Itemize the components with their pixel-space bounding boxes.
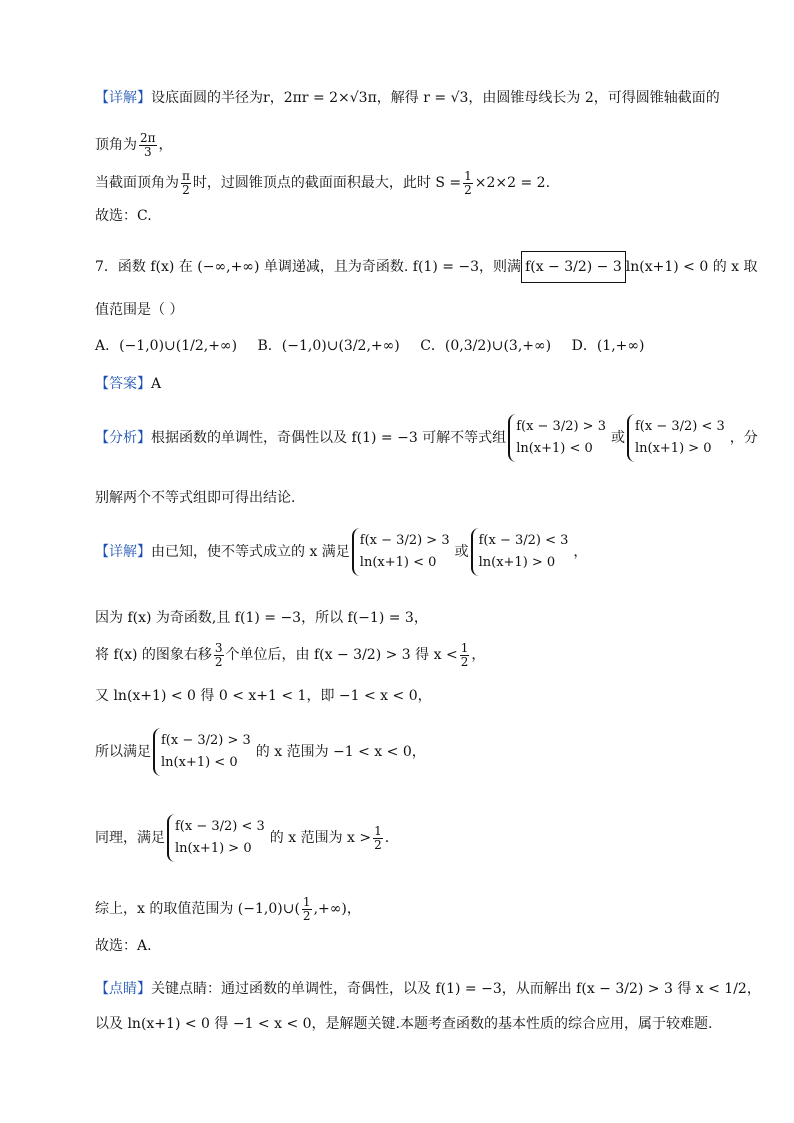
bracket-expression: f(x − 3/2) − 3 <box>521 251 626 283</box>
detail1-line3: 当截面顶角为 $\frac{\pi}{2}$ 时，过圆锥顶点的截面面积最大，此时 S = $\frac{1}{2}$ ×2×2 = 2. <box>95 168 551 197</box>
detail2-line8: 故选：A. <box>95 938 152 954</box>
inequality-system: f(x − 3/2) < 3 ln(x+1) > 0 <box>627 414 728 462</box>
fraction: $\frac{3}{2}$ <box>214 640 223 669</box>
option-b: B．(−1,0)∪(3/2,+∞) <box>257 338 400 354</box>
fraction: $\frac{\pi}{2}$ <box>182 168 190 197</box>
detail2-line5: 所以满足 f(x − 3/2) > 3 ln(x+1) < 0 的 x 范围为 −1 < x < 0， <box>95 722 426 782</box>
option-a: A．(−1,0)∪(1/2,+∞) <box>95 338 238 354</box>
keypoint-tag: 【点睛】 <box>95 981 151 997</box>
question7-stem-cont: 值范围是（ ） <box>95 302 184 318</box>
detail2-line3: 将 f(x) 的图象右移 $\frac{3}{2}$ 个单位后，由 f(x − 3/2) > 3 得 x < $\frac{1}{2}$ ， <box>95 640 486 669</box>
fraction: $\frac{1}{2}$ <box>302 894 311 923</box>
detail2-line1: 【详解】由已知，使不等式成立的 x 满足 f(x − 3/2) > 3 ln(x+1) < 0 或 f(x − 3/2) < 3 ln(x+1) > 0 ， <box>95 522 587 582</box>
option-d: D．(1,+∞) <box>571 338 645 354</box>
analysis-line1: 【分析】根据函数的单调性，奇偶性以及 f(1) = −3 可解不等式组 f(x − 3/2) > 3 ln(x+1) < 0 或 f(x − 3/2) < 3 ln(x+1) > 0 ，分 <box>95 408 758 468</box>
analysis-tag: 【分析】 <box>95 430 151 446</box>
keypoint-line2: 以及 ln(x+1) < 0 得 −1 < x < 0，是解题关键.本题考查函数的基本性质的综合应用，属于较难题. <box>95 1016 713 1032</box>
answer-tag: 【答案】 <box>95 376 151 392</box>
inequality-system: f(x − 3/2) < 3 ln(x+1) > 0 <box>471 528 572 576</box>
detail2-line6: 同理，满足 f(x − 3/2) < 3 ln(x+1) > 0 的 x 范围为 x > $\frac{1}{2}$ . <box>95 808 389 868</box>
detail2-line4: 又 ln(x+1) < 0 得 0 < x+1 < 1，即 −1 < x < 0， <box>95 688 432 704</box>
answer-line <box>95 374 161 394</box>
answer-value: A <box>151 376 162 392</box>
fraction: $\frac{1}{2}$ <box>374 823 382 852</box>
detail2-line2: 因为 f(x) 为奇函数,且 f(1) = −3，所以 f(−1) = 3， <box>95 610 428 626</box>
inequality-system: f(x − 3/2) > 3 ln(x+1) < 0 <box>508 414 609 462</box>
fraction: $\frac{1}{2}$ <box>464 168 472 197</box>
detail1-line2: 顶角为 $\frac{2\pi}{3}$ ， <box>95 130 173 159</box>
question7-options <box>95 336 661 356</box>
inequality-system: f(x − 3/2) > 3 ln(x+1) < 0 <box>153 728 254 776</box>
fraction: $\frac{1}{2}$ <box>460 640 469 669</box>
detail-tag: 【详解】 <box>95 90 151 106</box>
inequality-system: f(x − 3/2) < 3 ln(x+1) > 0 <box>167 814 268 862</box>
detail2-line7: 综上，x 的取值范围为 (−1,0)∪( $\frac{1}{2}$ ,+∞)， <box>95 894 361 923</box>
fraction: $\frac{2\pi}{3}$ <box>140 130 156 159</box>
detail1-line1 <box>95 88 720 108</box>
detail1-answer: 故选：C. <box>95 208 152 224</box>
keypoint-line1: 【点睛】关键点睛：通过函数的单调性，奇偶性，以及 f(1) = −3，从而解出 f(x − 3/2) > 3 得 x < 1/2， <box>95 981 761 997</box>
inequality-system: f(x − 3/2) > 3 ln(x+1) < 0 <box>352 528 453 576</box>
apex-angle-label: 顶角为 <box>95 137 137 153</box>
question7-stem: 7．函数 f(x) 在 (−∞,+∞) 单调递减，且为奇函数. f(1) = −3，则满 f(x − 3/2) − 3 ln(x+1) < 0 的 x 取 <box>95 250 758 284</box>
analysis-line2: 别解两个不等式组即可得出结论. <box>95 490 296 506</box>
option-c: C．(0,3/2)∪(3,+∞) <box>420 338 552 354</box>
detail1-text: 设底面圆的半径为r，2πr = 2×√3π，解得 r = √3，由圆锥母线长为 2，可得圆锥轴截面的 <box>151 90 720 106</box>
detail-tag: 【详解】 <box>95 544 151 560</box>
